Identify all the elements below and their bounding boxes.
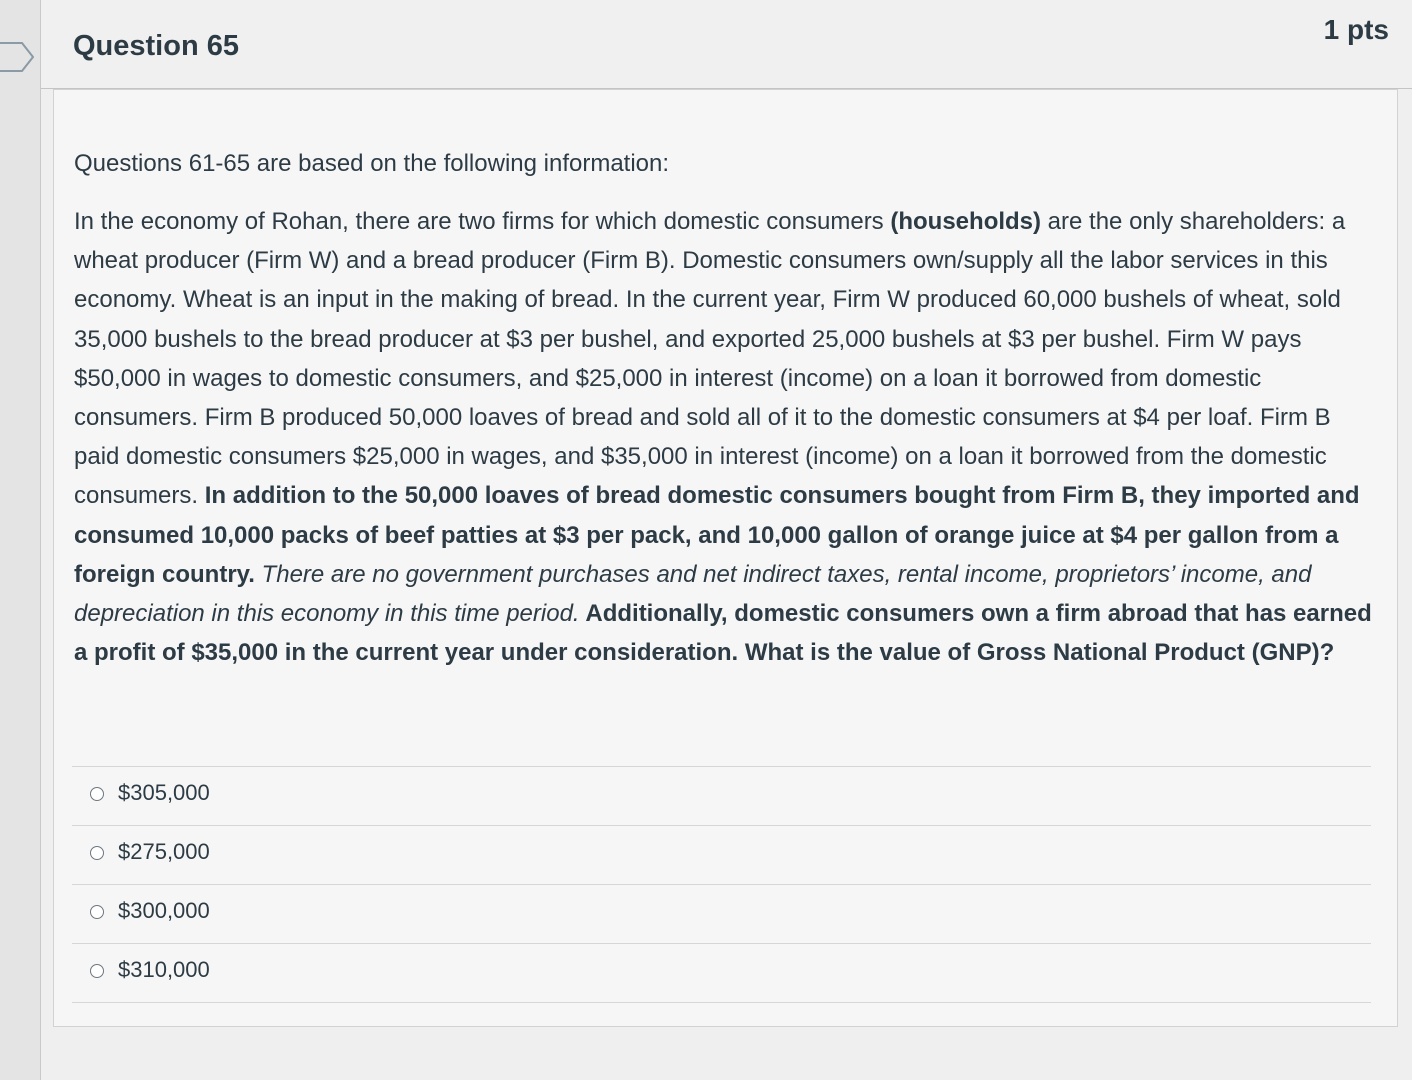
- question-text-segment-bold: In addition to the 50,000 loaves of bread domestic consumers bought from Firm B, they imported and consumed 10,000 packs of beef patties at $3 per pack, and 10,000 gallon of orange juice at $4 per gallon from a foreign country.: [74, 482, 1360, 588]
- answer-label[interactable]: $305,000: [118, 780, 210, 805]
- current-question-arrow-icon: [0, 40, 34, 74]
- answer-label[interactable]: $300,000: [118, 898, 210, 923]
- question-text-segment-bold: Additionally, domestic consumers own a firm abroad that has earned a profit of $35,000 in the current year under consideration. What is the value of Gross National Product (GNP)?: [74, 600, 1372, 667]
- answer-label[interactable]: $275,000: [118, 839, 210, 864]
- answer-option[interactable]: [72, 766, 1371, 825]
- radio-button[interactable]: [90, 905, 104, 919]
- question-text-segment-italic: There are no government purchases and net indirect taxes, rental income, proprietors’ income, and depreciation in this economy in this time period.: [74, 560, 1312, 628]
- answer-option[interactable]: [72, 825, 1371, 884]
- radio-button[interactable]: [90, 846, 104, 860]
- question-text-segment-bold: (households): [890, 208, 1042, 235]
- answer-option[interactable]: [72, 884, 1371, 943]
- radio-button[interactable]: [90, 964, 104, 978]
- answer-label[interactable]: $310,000: [118, 957, 210, 982]
- radio-button[interactable]: [90, 787, 104, 801]
- question-text-segment: are the only shareholders: a wheat producer (Firm W) and a bread producer (Firm B). Domestic consumers own/supply all the labor services in this economy. Wheat is an input in the making of bread. In the current year, Firm W produced 60,000 bushels of wheat, sold 35,000 bushels to the bread producer at $3 per bushel, and exported 25,000 bushels at $3 per bushel. Firm W pays $50,000 in wages to domestic consumers, and $25,000 in interest (income) on a loan it borrowed from domestic consumers. Firm B produced 50,000 loaves of bread and sold all of it to the domestic consumers at $4 per loaf. Firm B paid domestic consumers $25,000 in wages, and $35,000 in interest (income) on a loan it borrowed from the domestic consumers.: [74, 208, 1346, 510]
- question-intro: Questions 61-65 are based on the following information:: [74, 150, 670, 177]
- question-card: [40, 0, 1412, 1080]
- question-text: [74, 202, 1374, 672]
- answer-option[interactable]: [72, 943, 1371, 1003]
- question-header: [41, 0, 1412, 89]
- question-title: Question 65: [73, 30, 239, 62]
- question-body: [53, 89, 1398, 1027]
- answer-list: [54, 766, 1399, 1003]
- question-text-segment: In the economy of Rohan, there are two firms for which domestic consumers: [74, 208, 891, 235]
- question-points: 1 pts: [1323, 14, 1389, 45]
